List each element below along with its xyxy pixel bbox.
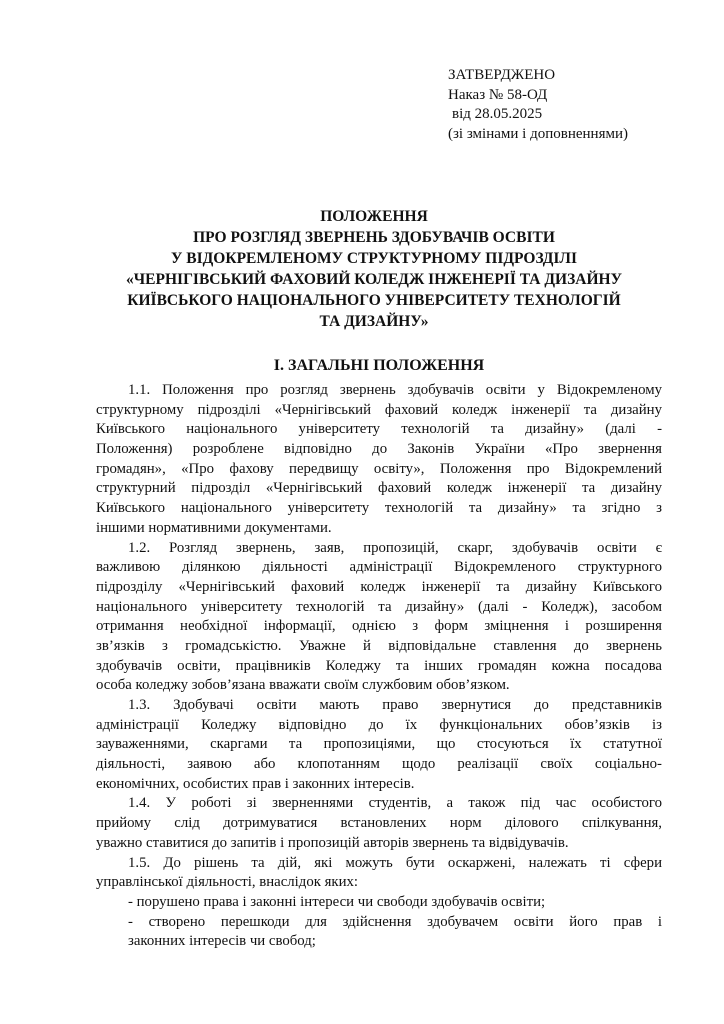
paragraph-line: 1.2. Розгляд звернень, заяв, пропозицій, скарг, здобувачів освіти є <box>128 539 662 556</box>
document-title-line: КИЇВСЬКОГО НАЦІОНАЛЬНОГО УНІВЕРСИТЕТУ ТЕХНОЛОГІЙ <box>127 292 621 309</box>
paragraph-line: іншими нормативними документами. <box>96 519 332 536</box>
paragraph-line: 1.5. До рішень та дій, які можуть бути оскаржені, належать ті сфери <box>128 854 662 871</box>
paragraph-line: структурному підрозділі «Чернігівський фаховий коледж інженерії та дизайну <box>96 401 662 418</box>
document-title-line: У ВІДОКРЕМЛЕНОМУ СТРУКТУРНОМУ ПІДРОЗДІЛІ <box>171 250 577 267</box>
approval-stamp-line: від 28.05.2025 <box>452 106 543 123</box>
document-body <box>96 381 662 952</box>
paragraph-line: структурний підрозділ «Чернігівський фаховий коледж інженерії та дизайну <box>96 480 662 497</box>
paragraph-line: громадян», «Про фахову передвищу освіту», Положення про Відокремлений <box>96 460 662 477</box>
paragraph-line: прийому слід дотримуватися встановлених норм ділового спілкування, <box>96 815 662 832</box>
paragraph-line: Київського національного університету технологій та дизайну» (далі - <box>96 421 662 438</box>
document-title-line: «ЧЕРНІГІВСЬКИЙ ФАХОВИЙ КОЛЕДЖ ІНЖЕНЕРІЇ ТА ДИЗАЙНУ <box>126 271 622 288</box>
paragraph-line: особа коледжу зобов’язана вважати своїм службовим обов’язком. <box>96 677 510 694</box>
paragraph-line: зв’язків з громадськістю. Уважне й відповідальне ставлення до звернень <box>96 637 662 654</box>
paragraph-line: адміністрації Коледжу відповідно до їх функціональних обов’язків із <box>96 716 662 733</box>
paragraph-line: Київського національного університету технологій та дизайну» та згідно з <box>96 500 662 517</box>
section-heading: І. ЗАГАЛЬНІ ПОЛОЖЕННЯ <box>273 357 485 374</box>
document-title-line: ПОЛОЖЕННЯ <box>320 208 428 225</box>
paragraph-line: здобувачів освіти, працівників Коледжу та інших громадян кожна посадова <box>96 657 662 674</box>
paragraph-line: зауваженнями, скаргами та пропозиціями, що стосуються їх статутної <box>96 736 662 753</box>
paragraph-line: 1.1. Положення про розгляд звернень здобувачів освіти у Відокремленому <box>128 382 662 398</box>
paragraph-line: отримання необхідної інформації, однією з форм зміцнення і розширення <box>96 618 662 635</box>
document-title <box>79 206 669 332</box>
paragraph-line: управлінської діяльності, внаслідок яких: <box>96 874 359 891</box>
paragraph-line: національного університету технологій та дизайну» (далі - Коледж), засобом <box>96 598 662 615</box>
paragraph-line: економічних, особистих прав і законних інтересів. <box>96 775 415 792</box>
paragraph-line: діяльності, заявою або клопотанням щодо реалізації своїх соціально- <box>96 756 662 773</box>
list-item-line: законних інтересів чи свобод; <box>128 933 316 950</box>
list-item-line: - створено перешкоди для здійснення здобувачем освіти його прав і <box>128 913 662 930</box>
approval-stamp-line: Наказ № 58-ОД <box>448 86 548 103</box>
paragraph-line: Положення) розроблене відповідно до Законів України «Про звернення <box>96 441 662 458</box>
approval-stamp-block <box>448 66 628 145</box>
document-title-line: ТА ДИЗАЙНУ» <box>319 313 429 330</box>
approval-stamp-line: (зі змінами і доповненнями) <box>448 126 628 143</box>
paragraph-line: важливою ділянкою діяльності адміністрації Відокремленого структурного <box>96 559 662 576</box>
list-item-line: - порушено права і законні інтереси чи свободи здобувачів освіти; <box>128 893 546 910</box>
paragraph-line: 1.3. Здобувачі освіти мають право звернутися до представників <box>128 697 662 713</box>
paragraph-line: уважно ставитися до запитів і пропозицій авторів звернень та відвідувачів. <box>96 834 569 851</box>
paragraph-line: підрозділу «Чернігівський фаховий коледж інженерії та дизайну Київського <box>96 578 662 595</box>
document-title-line: ПРО РОЗГЛЯД ЗВЕРНЕНЬ ЗДОБУВАЧІВ ОСВІТИ <box>193 229 555 246</box>
paragraph-line: 1.4. У роботі зі зверненнями студентів, а також під час особистого <box>128 795 662 812</box>
approval-stamp-line: ЗАТВЕРДЖЕНО <box>448 67 556 83</box>
